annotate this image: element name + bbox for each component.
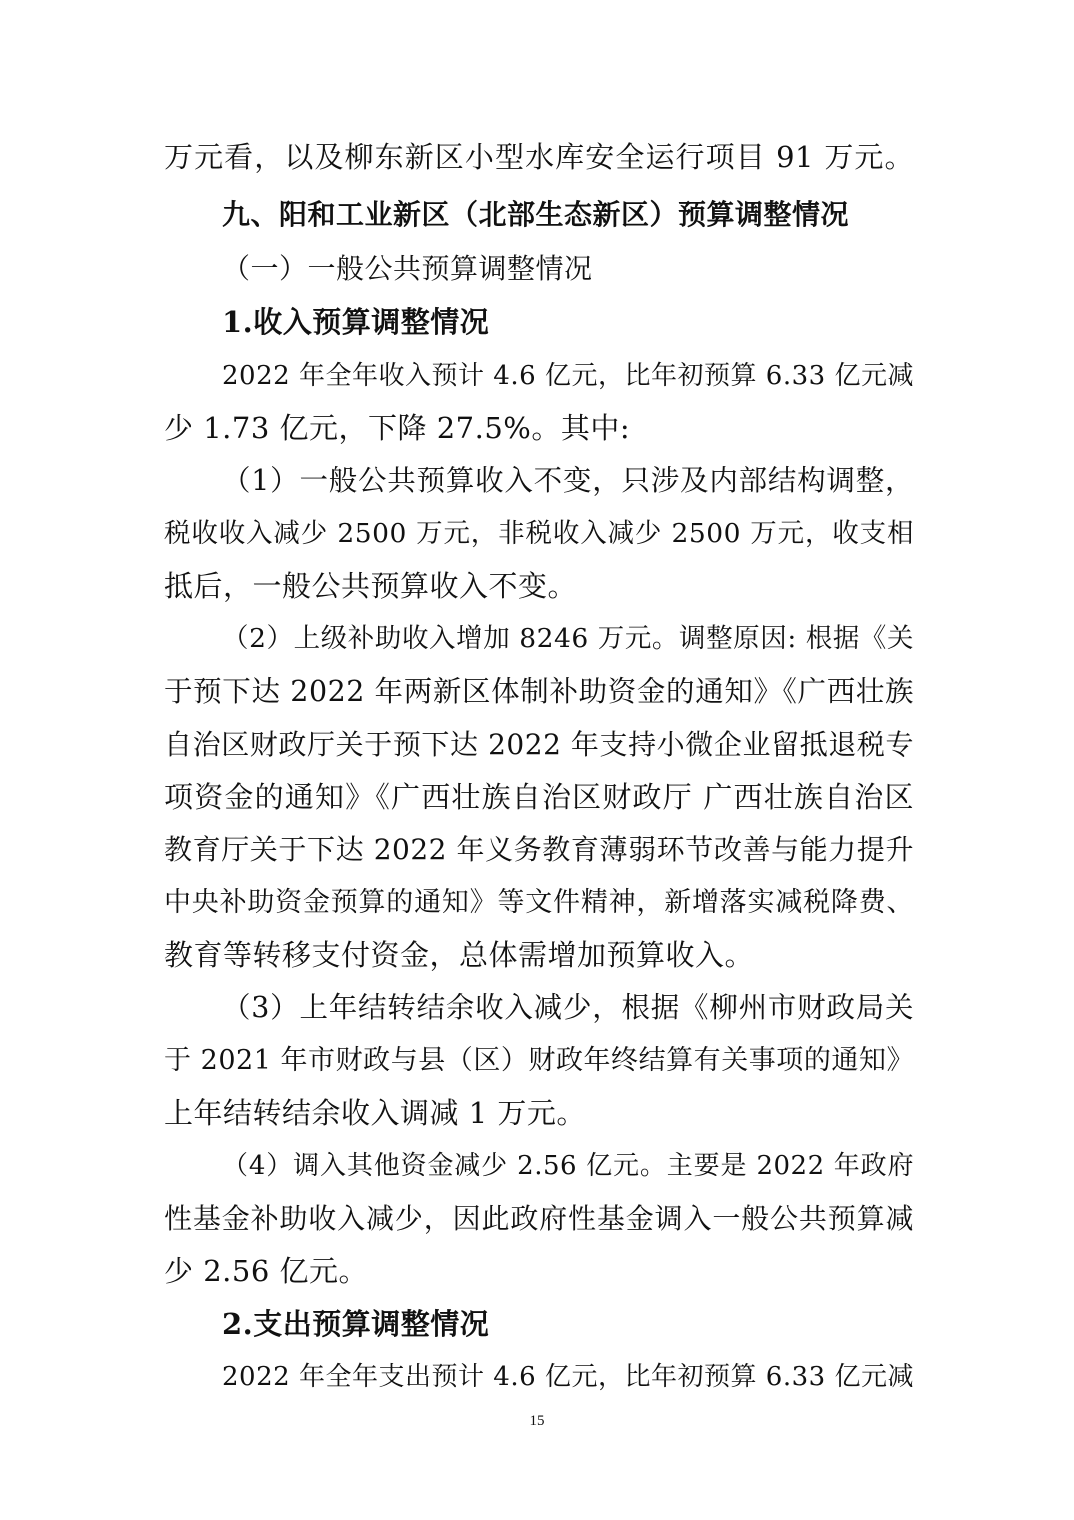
body-line: 上年结转结余收入调减 1 万元。 — [164, 1096, 586, 1130]
body-line: （4）调入其他资金减少 2.56 亿元。主要是 2022 年政府 — [222, 1151, 914, 1181]
item-heading: 2.支出预算调整情况 — [222, 1307, 490, 1341]
body-line: 少 1.73 亿元，下降 27.5%。其中: — [164, 411, 631, 445]
subsection-heading: （一）一般公共预算调整情况 — [222, 252, 593, 285]
body-line: 于预下达 2022 年两新区体制补助资金的通知》《广西壮族 — [164, 675, 914, 708]
body-line: （1）一般公共预算收入不变，只涉及内部结构调整， — [222, 464, 914, 497]
body-line: 2022 年全年支出预计 4.6 亿元，比年初预算 6.33 亿元减 — [222, 1362, 914, 1392]
body-line: 性基金补助收入减少，因此政府性基金调入一般公共预算减 — [164, 1202, 914, 1235]
page-number: 15 — [529, 1413, 545, 1429]
body-line: 税收收入减少 2500 万元，非税收入减少 2500 万元，收支相 — [164, 518, 914, 549]
body-line: 自治区财政厅关于预下达 2022 年支持小微企业留抵退税专 — [164, 728, 914, 761]
body-line: 万元看，以及柳东新区小型水库安全运行项目 91 万元。 — [164, 140, 914, 174]
body-line: 于 2021 年市财政与县（区）财政年终结算有关事项的通知》 — [164, 1045, 914, 1076]
body-line: （3）上年结转结余收入减少，根据《柳州市财政局关 — [222, 991, 914, 1024]
body-line: 教育厅关于下达 2022 年义务教育薄弱环节改善与能力提升 — [164, 833, 914, 866]
body-line: 教育等转移支付资金，总体需增加预算收入。 — [164, 938, 755, 972]
body-line: 2022 年全年收入预计 4.6 亿元，比年初预算 6.33 亿元减 — [222, 361, 914, 391]
body-line: 抵后，一般公共预算收入不变。 — [164, 569, 578, 603]
body-line: 项资金的通知》《广西壮族自治区财政厅 广西壮族自治区 — [164, 780, 914, 814]
body-line: 中央补助资金预算的通知》等文件精神，新增落实减税降费、 — [164, 887, 914, 918]
item-heading: 1.收入预算调整情况 — [222, 305, 490, 339]
body-line: 少 2.56 亿元。 — [164, 1254, 369, 1288]
body-line: （2）上级补助收入增加 8246 万元。调整原因: 根据《关 — [222, 623, 914, 654]
section-heading: 九、阳和工业新区（北部生态新区）预算调整情况 — [222, 198, 850, 231]
